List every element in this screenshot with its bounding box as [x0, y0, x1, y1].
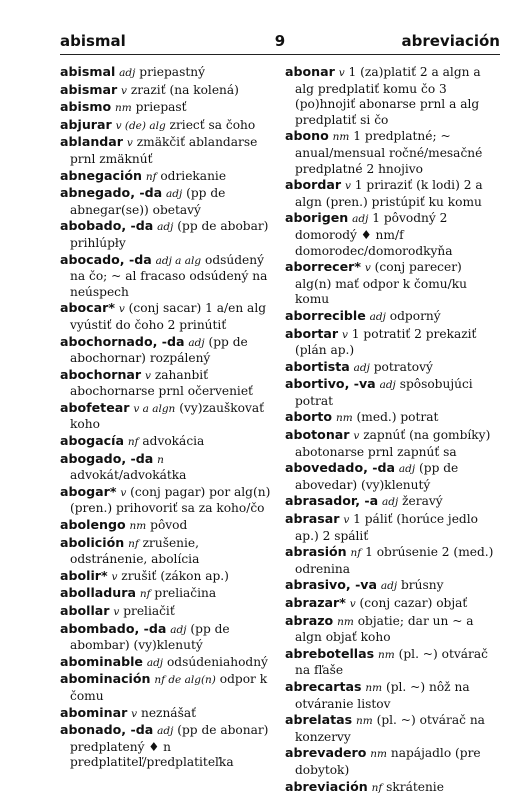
translation: zrušenie, odstránenie, abolícia	[70, 535, 200, 567]
headword: abrazar*	[285, 595, 346, 610]
headword: ablandar	[60, 134, 124, 150]
dictionary-entry	[60, 568, 274, 586]
grammar-label: v	[131, 707, 138, 720]
dictionary-entry	[60, 654, 274, 672]
dictionary-entry	[60, 517, 274, 535]
grammar-label: nm	[129, 520, 147, 533]
headword: abolición	[60, 534, 125, 550]
grammar-label: v	[113, 606, 120, 618]
dictionary-entry	[285, 427, 499, 460]
headword: abolladura	[60, 585, 136, 601]
grammar-label: n	[157, 453, 164, 466]
grammar-label: adj	[146, 656, 164, 669]
dictionary-entry	[60, 300, 274, 333]
grammar-label: nm	[378, 648, 395, 661]
translation: 1 priraziť (k lodi) 2 a algn (pren.) pristúpiť ku komu	[295, 178, 483, 209]
translation: (conj parecer) alg(n) mať odpor k čomu/ku komu	[295, 260, 467, 307]
translation: objatie; dar un ~ a algn objať koho	[295, 613, 474, 645]
dictionary-entry	[285, 779, 499, 796]
translation: (med.) potrat	[356, 410, 439, 425]
translation: advokát/advokátka	[70, 468, 187, 483]
headword: abismo	[60, 99, 112, 115]
translation: brúsny	[401, 578, 444, 593]
grammar-label: nm	[114, 102, 132, 115]
dictionary-entry	[60, 535, 274, 568]
translation: (conj cazar) objať	[359, 596, 468, 610]
grammar-label: nm	[365, 681, 383, 694]
dictionary-entry	[60, 117, 274, 135]
grammar-label: nf	[350, 547, 362, 560]
dictionary-entry	[285, 326, 499, 359]
translation: neznášať	[140, 705, 196, 720]
translation: potratový	[373, 359, 433, 374]
grammar-label: v	[121, 84, 127, 97]
translation: (conj pagar) por alg(n) (pren.) prihovoriť sa za koho/čo	[70, 484, 271, 516]
grammar-label: nm	[332, 131, 350, 144]
grammar-label: v	[145, 369, 151, 382]
headword: abordar	[285, 177, 342, 193]
headword: abrasar	[285, 511, 340, 527]
grammar-label: v	[343, 514, 350, 527]
headword: abonar	[285, 64, 335, 79]
dictionary-entry	[285, 613, 499, 646]
grammar-label: adj	[369, 310, 386, 323]
dictionary-entry	[60, 252, 274, 301]
grammar-label: nf	[139, 588, 151, 601]
grammar-label: v	[338, 67, 345, 79]
dictionary-entry	[285, 679, 499, 712]
headword: abrasión	[285, 544, 347, 560]
dictionary-entry	[60, 334, 274, 367]
translation: odsúdeniahodný	[166, 654, 268, 669]
dictionary-entry	[60, 705, 274, 723]
translation: 1 (za)platiť 2 a algn a alg predplatiť komu čo 3 (po)hnojiť abonarse prnl a alg predplatiť si čo	[295, 65, 481, 127]
headword: abnegado, -da	[60, 185, 163, 201]
translation: priepastný	[139, 65, 205, 79]
grammar-label: nf de alg(n)	[154, 674, 216, 687]
grammar-label: v	[344, 180, 351, 193]
headword: abrebotellas	[285, 645, 375, 661]
dictionary-entry	[60, 671, 274, 704]
dictionary-entry	[285, 646, 499, 679]
translation: 1 pôvodný 2 domorodý ♦ nm/f domorodec/domorodkyňa	[295, 211, 453, 258]
headword: abrecartas	[285, 678, 362, 694]
grammar-label: v	[353, 430, 360, 443]
grammar-label: nf	[127, 436, 139, 449]
headword: abollar	[60, 603, 110, 618]
translation: spôsobujúci potrat	[295, 377, 473, 408]
grammar-label: adj	[352, 213, 369, 226]
dictionary-entry	[285, 511, 499, 544]
translation: zahanbiť abochornarse prnl očervenieť	[70, 367, 253, 399]
grammar-label: v	[349, 598, 356, 610]
headword: abovedado, -da	[285, 460, 396, 476]
dictionary-entry	[60, 484, 274, 517]
translation: zapnúť (na gombíky) abotonarse prnl zapnúť sa	[295, 428, 491, 459]
grammar-label: nm	[335, 412, 353, 425]
translation: (vy)zauškovať koho	[70, 400, 265, 432]
headword: abobado, -da	[60, 218, 154, 234]
headword: abismar	[60, 81, 118, 97]
headword: abrasador, -a	[285, 493, 379, 509]
grammar-label: adj	[165, 188, 183, 201]
headword: abortista	[285, 358, 350, 374]
dictionary-entry	[285, 409, 499, 427]
translation: odpor k čomu	[70, 672, 268, 703]
headword: aborto	[285, 409, 333, 425]
headword: abortar	[285, 325, 339, 341]
dictionary-entry	[285, 712, 499, 745]
headword: abolengo	[60, 517, 126, 533]
grammar-label: v	[364, 262, 371, 275]
header-last-entry: abreviación	[401, 32, 500, 50]
translation: zmäkčiť ablandarse prnl zmäknúť	[70, 135, 258, 166]
grammar-label: v	[111, 570, 118, 583]
grammar-label: adj	[188, 336, 205, 349]
grammar-label: adj	[353, 361, 370, 374]
grammar-label: v	[120, 486, 127, 499]
left-column	[60, 64, 274, 771]
header-first-entry: abismal	[60, 32, 126, 50]
grammar-label: adj	[157, 221, 174, 234]
headword: abocar*	[60, 300, 115, 316]
dictionary-entry	[285, 493, 499, 511]
translation: (pp de abovedar) (vy)klenutý	[295, 461, 459, 492]
dictionary-entry	[285, 128, 499, 177]
headword: abrasivo, -va	[285, 577, 377, 593]
dictionary-entry	[60, 433, 274, 451]
headword: abotonar	[285, 427, 350, 443]
grammar-label: adj	[398, 463, 416, 476]
translation: (pp de abnegar(se)) obetavý	[70, 186, 226, 217]
headword: abono	[285, 128, 329, 144]
translation: žeravý	[402, 494, 443, 509]
translation: 1 predplatné; ~ anual/mensual ročné/mesačné predplatné 2 hnojivo	[295, 129, 483, 176]
dictionary-entry	[60, 400, 274, 433]
grammar-label: adj	[157, 725, 174, 738]
headword: abominable	[60, 653, 143, 669]
translation: 1 potratiť 2 prekaziť (plán ap.)	[295, 326, 477, 358]
grammar-label: adj a alg	[155, 254, 202, 267]
headword: abrelatas	[285, 712, 353, 728]
grammar-label: nm	[370, 748, 388, 761]
dictionary-entry	[60, 621, 274, 654]
translation: odsúdený na čo; ~ al fracaso odsúdený na neúspech	[70, 252, 268, 299]
translation: (pp de abobar) prihlúpły	[70, 219, 269, 250]
grammar-label: adj	[119, 67, 136, 79]
grammar-label: v (de) alg	[115, 119, 166, 132]
headword: abjurar	[60, 116, 112, 132]
dictionary-entry	[60, 134, 274, 167]
dictionary-entry	[60, 99, 274, 117]
grammar-label: adj	[170, 623, 187, 636]
translation: preliačina	[154, 586, 217, 601]
headword: abogado, -da	[60, 450, 154, 466]
grammar-label: nf	[145, 170, 157, 183]
grammar-label: v	[118, 303, 125, 316]
dictionary-entry	[60, 168, 274, 186]
headword: abonado, -da	[60, 722, 154, 738]
translation: (pl. ~) nôž na otváranie listov	[295, 679, 470, 711]
dictionary-entry	[60, 218, 274, 251]
dictionary-entry	[285, 308, 499, 326]
dictionary-entry	[285, 359, 499, 377]
grammar-label: adj	[379, 379, 396, 392]
headword: abocado, -da	[60, 251, 152, 267]
headword: abnegación	[60, 167, 142, 183]
headword: abominación	[60, 671, 151, 687]
headword: abofetear	[60, 399, 130, 415]
grammar-label: adj	[382, 496, 399, 509]
dictionary-entry	[285, 577, 499, 595]
translation: 1 páliť (horúce jedlo ap.) 2 spáliť	[295, 512, 478, 543]
grammar-label: nm	[337, 615, 354, 628]
dictionary-entry	[285, 460, 499, 493]
headword: abrazo	[285, 612, 334, 628]
headword: aborrecible	[285, 307, 366, 323]
headword: abortivo, -va	[285, 376, 376, 392]
dictionary-entry	[285, 64, 499, 128]
dictionary-entry	[60, 367, 274, 400]
running-header	[60, 28, 500, 55]
headword: abogacía	[60, 433, 124, 449]
dictionary-entry	[285, 259, 499, 308]
dictionary-entry	[60, 82, 274, 100]
dictionary-entry	[285, 177, 499, 210]
dictionary-entry	[60, 185, 274, 218]
dictionary-entry	[60, 722, 274, 771]
headword: abrevadero	[285, 745, 367, 761]
headword: abreviación	[285, 778, 368, 794]
translation: (pl. ~) otvárač na konzervy	[295, 713, 485, 744]
dictionary-entry	[285, 376, 499, 409]
headword: abochornado, -da	[60, 333, 185, 349]
dictionary-entry	[285, 544, 499, 577]
right-column	[285, 64, 499, 796]
page-number: 9	[274, 32, 286, 50]
translation: (pp de abonar) predplatený ♦ n predplatiteľ/predplatiteľka	[70, 723, 269, 770]
headword: abogar*	[60, 483, 117, 499]
dictionary-entry	[285, 595, 499, 613]
translation: (pp de abombar) (vy)klenutý	[70, 621, 230, 653]
dictionary-entry	[60, 603, 274, 621]
headword: aborigen	[285, 210, 349, 226]
dictionary-entry	[285, 210, 499, 259]
translation: (pl. ~) otvárač na fľaše	[295, 646, 488, 678]
grammar-label: v	[126, 137, 133, 150]
translation: odriekanie	[160, 168, 227, 183]
grammar-label: adj	[380, 580, 398, 593]
grammar-label: nf	[128, 537, 139, 550]
headword: abochornar	[60, 366, 142, 382]
headword: abominar	[60, 704, 128, 720]
grammar-label: v a algn	[133, 402, 176, 415]
headword: abombado, -da	[60, 620, 167, 636]
grammar-label: nm	[355, 715, 373, 728]
translation: zriecť sa čoho	[169, 117, 256, 132]
translation: preliačiť	[123, 604, 175, 618]
translation: napájadlo (pre dobytok)	[295, 746, 481, 777]
translation: pôvod	[150, 518, 188, 533]
translation: (pp de abochornar) rozpálený	[70, 334, 248, 366]
dictionary-entry	[60, 451, 274, 484]
headword: abismal	[60, 64, 116, 79]
translation: 1 obrúsenie 2 (med.) odrenina	[295, 545, 494, 576]
translation: priepasť	[135, 100, 187, 115]
translation: zrušiť (zákon ap.)	[121, 568, 229, 583]
headword: aborrecer*	[285, 259, 361, 275]
grammar-label: nf	[371, 781, 383, 794]
translation: zraziť (na kolená)	[130, 82, 239, 97]
grammar-label: v	[341, 328, 348, 341]
translation: (conj sacar) 1 a/en alg vyústiť do čoho 2 prinútiť	[70, 301, 267, 332]
translation: odporný	[389, 308, 441, 323]
translation: advokácia	[142, 434, 205, 449]
dictionary-entry	[285, 745, 499, 778]
dictionary-entry	[60, 64, 274, 82]
dictionary-entry	[60, 585, 274, 603]
headword: abolir*	[60, 567, 108, 583]
translation: skrátenie	[386, 779, 444, 794]
